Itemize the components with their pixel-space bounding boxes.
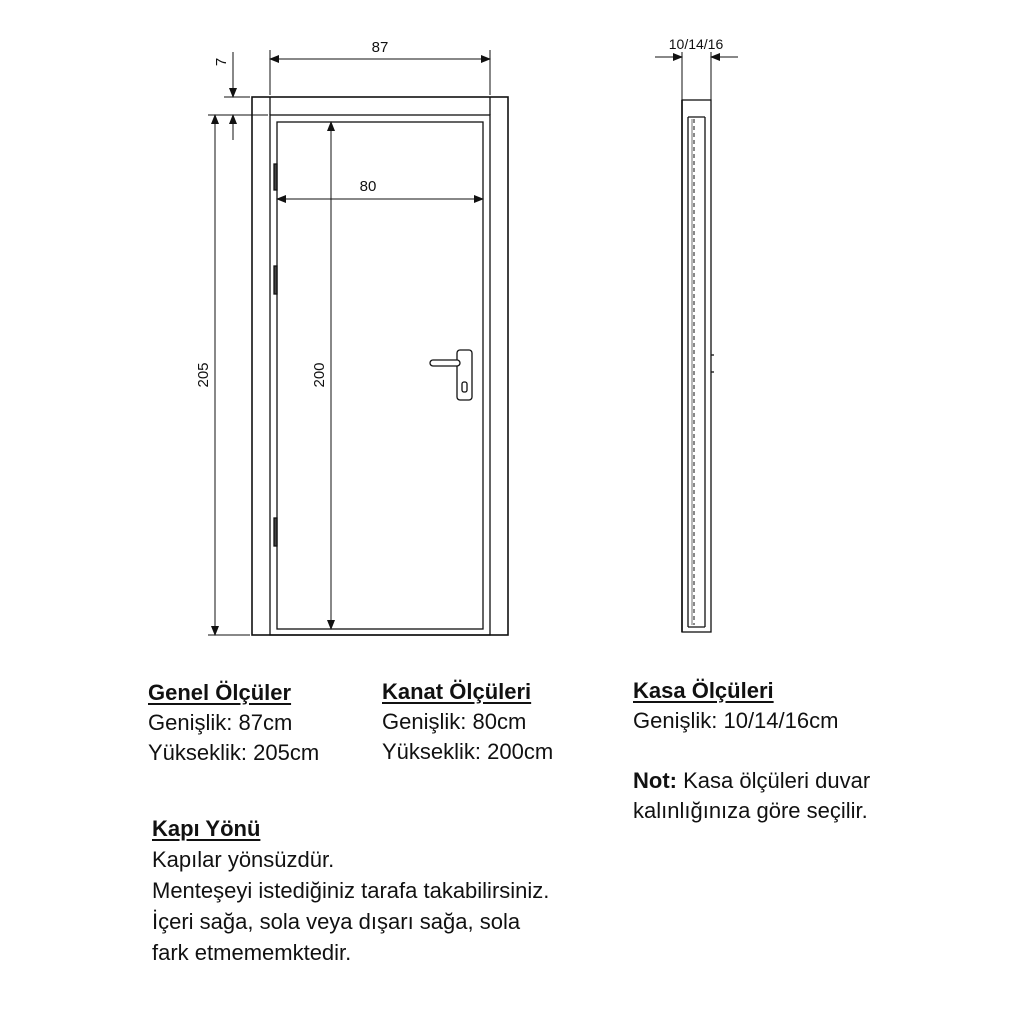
side-frame-outer bbox=[682, 100, 711, 632]
dim-overall-height: 205 bbox=[195, 362, 212, 388]
genel-olculer-block bbox=[148, 678, 319, 768]
dim-overall-width: 87 bbox=[371, 39, 389, 56]
genel-height: Yükseklik: 205cm bbox=[148, 740, 320, 765]
kasa-width: Genişlik: 10/14/16cm bbox=[633, 708, 839, 733]
kasa-olculeri-block bbox=[633, 676, 870, 826]
front-view bbox=[208, 50, 508, 635]
kanat-olculeri-title: Kanat Ölçüleri bbox=[382, 679, 532, 704]
dim-top-frame: 7 bbox=[213, 57, 230, 67]
door-leaf bbox=[277, 122, 483, 629]
kasa-note-text: Kasa ölçüleri duvar bbox=[676, 768, 871, 793]
kapi-yonu-line: Menteşeyi istediğiniz tarafa takabilirsiniz. bbox=[152, 878, 550, 903]
dim-leaf-width: 80 bbox=[359, 178, 377, 195]
kanat-width: Genişlik: 80cm bbox=[382, 709, 527, 734]
hinge-middle bbox=[274, 266, 277, 294]
kanat-olculeri-block bbox=[382, 677, 553, 767]
kasa-note-label: Not: bbox=[633, 768, 677, 793]
kanat-height: Yükseklik: 200cm bbox=[382, 739, 554, 764]
kasa-olculeri-title: Kasa Ölçüleri bbox=[633, 678, 774, 703]
kapi-yonu-title: Kapı Yönü bbox=[152, 816, 261, 841]
kapi-yonu-line: Kapılar yönsüzdür. bbox=[152, 847, 335, 872]
door-handle bbox=[430, 350, 472, 400]
kasa-note-line2: kalınlığınıza göre seçilir. bbox=[633, 798, 868, 823]
side-view bbox=[655, 52, 738, 632]
kapi-yonu-line: fark etmememktedir. bbox=[152, 940, 352, 965]
kasa-note-line1 bbox=[633, 766, 870, 796]
hinge-bottom bbox=[274, 518, 277, 546]
hinge-top bbox=[274, 164, 277, 190]
dim-leaf-height: 200 bbox=[311, 362, 328, 388]
door-frame-outer bbox=[252, 97, 508, 635]
genel-olculer-title: Genel Ölçüler bbox=[148, 680, 292, 705]
genel-width: Genişlik: 87cm bbox=[148, 710, 293, 735]
dim-frame-thickness: 10/14/16 bbox=[668, 36, 724, 52]
kapi-yonu-block bbox=[152, 813, 549, 968]
kapi-yonu-line: İçeri sağa, sola veya dışarı sağa, sola bbox=[152, 909, 521, 934]
